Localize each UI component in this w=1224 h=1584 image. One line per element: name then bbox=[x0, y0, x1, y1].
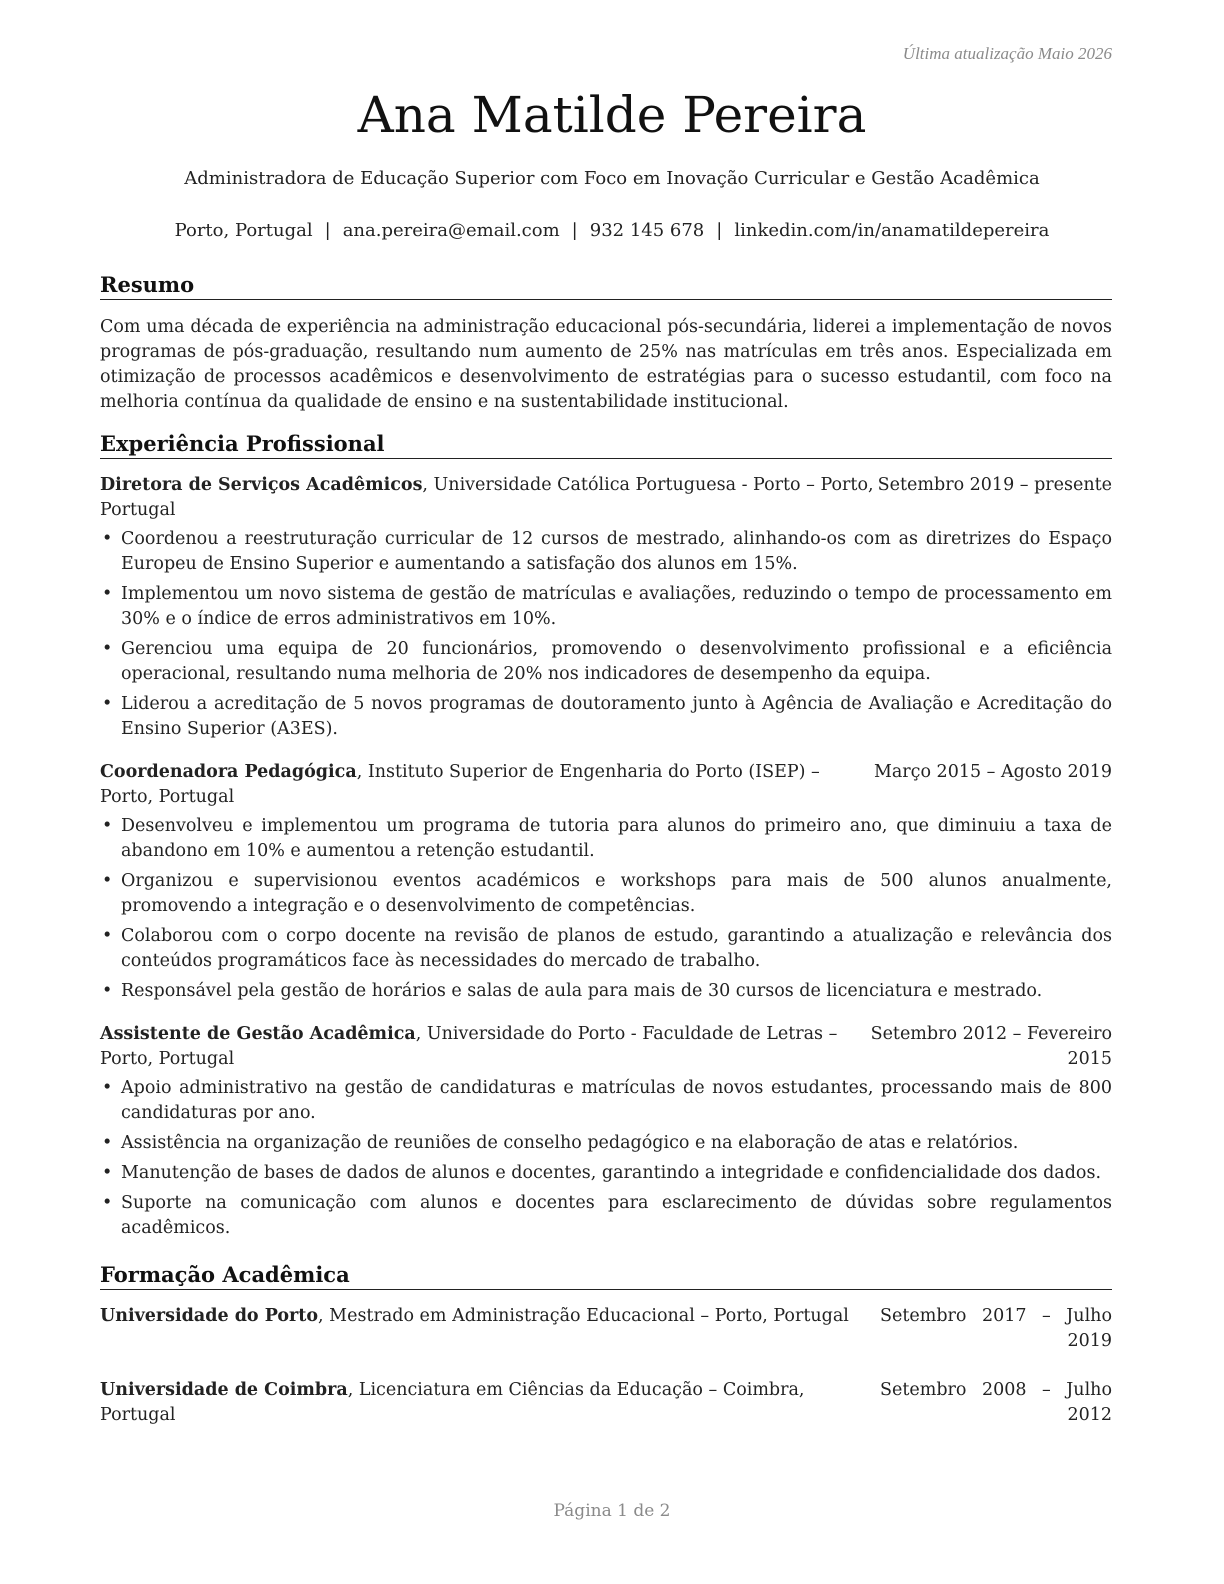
job-header bbox=[100, 760, 1112, 810]
page-number: Página 1 de 2 bbox=[553, 1501, 671, 1521]
bullet-item: • Manutenção de bases de dados de alunos e docentes, garantindo a integridade e confidencialidade dos dados. bbox=[100, 1161, 1112, 1186]
job-details: , Instituto Superior de Engenharia do Porto (ISEP) – Porto, Portugal bbox=[100, 762, 820, 807]
separator: | bbox=[571, 220, 578, 241]
education-dates: Setembro 2017 – Julho 2019 bbox=[880, 1306, 1112, 1351]
job-dates: Setembro 2019 – presente bbox=[877, 475, 1112, 495]
job-role: Assistente de Gestão Acadêmica bbox=[100, 1024, 416, 1044]
education-entry bbox=[100, 1378, 1112, 1428]
bullet-item: • Suporte na comunicação com alunos e docentes para esclarecimento de dúvidas sobre regulamentos acadêmicos. bbox=[100, 1191, 1112, 1241]
experience-section bbox=[100, 431, 1112, 1246]
section-title-experience: Experiência Profissional bbox=[100, 431, 1112, 459]
bullet-item: • Apoio administrativo na gestão de candidaturas e matrículas de novos estudantes, processando mais de 800 candidaturas por ano. bbox=[100, 1076, 1112, 1126]
bullet-item: • Colaborou com o corpo docente na revisão de planos de estudo, garantindo a atualização e relevância dos conteúdos programáticos face às necessidades do mercado de trabalho. bbox=[100, 924, 1112, 974]
education-school: Universidade do Porto bbox=[100, 1306, 319, 1326]
section-title-education: Formação Acadêmica bbox=[100, 1262, 1112, 1290]
contact-line bbox=[0, 220, 1224, 241]
bullet-item: • Organizou e supervisionou eventos académicos e workshops para mais de 500 alunos anualmente, promovendo a integração e o desenvolvimento de competências. bbox=[100, 869, 1112, 919]
education-details: , Licenciatura em Ciências da Educação – Coimbra, Portugal bbox=[100, 1380, 805, 1425]
summary-section bbox=[100, 272, 1112, 415]
job-role: Coordenadora Pedagógica bbox=[100, 762, 357, 782]
job-role: Diretora de Serviços Acadêmicos bbox=[100, 475, 423, 495]
contact-email[interactable]: ana.pereira@email.com bbox=[342, 220, 560, 241]
bullet-item: • Implementou um novo sistema de gestão de matrículas e avaliações, reduzindo o tempo de processamento em 30% e o índice de erros administrativos em 10%. bbox=[100, 582, 1112, 632]
job-dates: Março 2015 – Agosto 2019 bbox=[873, 762, 1112, 782]
education-details: , Mestrado em Administração Educacional – Porto, Portugal bbox=[318, 1306, 849, 1326]
job-entry bbox=[100, 473, 1112, 742]
job-header bbox=[100, 1022, 1112, 1072]
separator: | bbox=[324, 220, 331, 241]
bullet-item: • Liderou a acreditação de 5 novos programas de doutoramento junto à Agência de Avaliação e Acreditação do Ensino Superior (A3ES). bbox=[100, 692, 1112, 742]
bullet-item: • Coordenou a reestruturação curricular de 12 cursos de mestrado, alinhando-os com as diretrizes do Espaço Europeu de Ensino Superior e aumentando a satisfação dos alunos em 15%. bbox=[100, 527, 1112, 577]
contact-linkedin[interactable]: linkedin.com/in/anamatildepereira bbox=[734, 220, 1050, 241]
professional-headline: Administradora de Educação Superior com Foco em Inovação Curricular e Gestão Acadêmica bbox=[184, 168, 1040, 189]
separator: | bbox=[716, 220, 723, 241]
candidate-name: Ana Matilde Pereira bbox=[357, 86, 867, 144]
job-dates: Setembro 2012 – Fevereiro 2015 bbox=[870, 1024, 1112, 1069]
job-entry bbox=[100, 1022, 1112, 1241]
education-school: Universidade de Coimbra bbox=[100, 1380, 348, 1400]
section-title-summary: Resumo bbox=[100, 272, 1112, 300]
education-section bbox=[100, 1262, 1112, 1428]
job-bullets bbox=[100, 1076, 1112, 1241]
summary-text: Com uma década de experiência na administração educacional pós-secundária, liderei a implementação de novos programas de pós-graduação, resultando num aumento de 25% nas matrículas em três anos. Especializada em otimização de processos acadêmicos e desenvolvimento de estratégias para o sucesso estudantil, com foco na melhoria contínua da qualidade de ensino e na sustentabilidade institucional. bbox=[100, 317, 1112, 412]
last-updated-note: Última atualização Maio 2026 bbox=[902, 44, 1112, 63]
job-header bbox=[100, 473, 1112, 523]
bullet-item: • Assistência na organização de reuniões de conselho pedagógico e na elaboração de atas e relatórios. bbox=[100, 1131, 1112, 1156]
education-entry bbox=[100, 1304, 1112, 1354]
contact-phone: 932 145 678 bbox=[589, 220, 705, 241]
bullet-item: • Responsável pela gestão de horários e salas de aula para mais de 30 cursos de licenciatura e mestrado. bbox=[100, 979, 1112, 1004]
education-dates: Setembro 2008 – Julho 2012 bbox=[880, 1380, 1112, 1425]
contact-location: Porto, Portugal bbox=[174, 220, 313, 241]
job-details: , Universidade Católica Portuguesa - Porto – Porto, Portugal bbox=[100, 475, 874, 520]
job-bullets bbox=[100, 814, 1112, 1004]
job-entry bbox=[100, 760, 1112, 1004]
job-bullets bbox=[100, 527, 1112, 742]
bullet-item: • Desenvolveu e implementou um programa de tutoria para alunos do primeiro ano, que diminuiu a taxa de abandono em 10% e aumentou a retenção estudantil. bbox=[100, 814, 1112, 864]
bullet-item: • Gerenciou uma equipa de 20 funcionários, promovendo o desenvolvimento profissional e a eficiência operacional, resultando numa melhoria de 20% nos indicadores de desempenho da equipa. bbox=[100, 637, 1112, 687]
job-details: , Universidade do Porto - Faculdade de Letras – Porto, Portugal bbox=[100, 1024, 838, 1069]
